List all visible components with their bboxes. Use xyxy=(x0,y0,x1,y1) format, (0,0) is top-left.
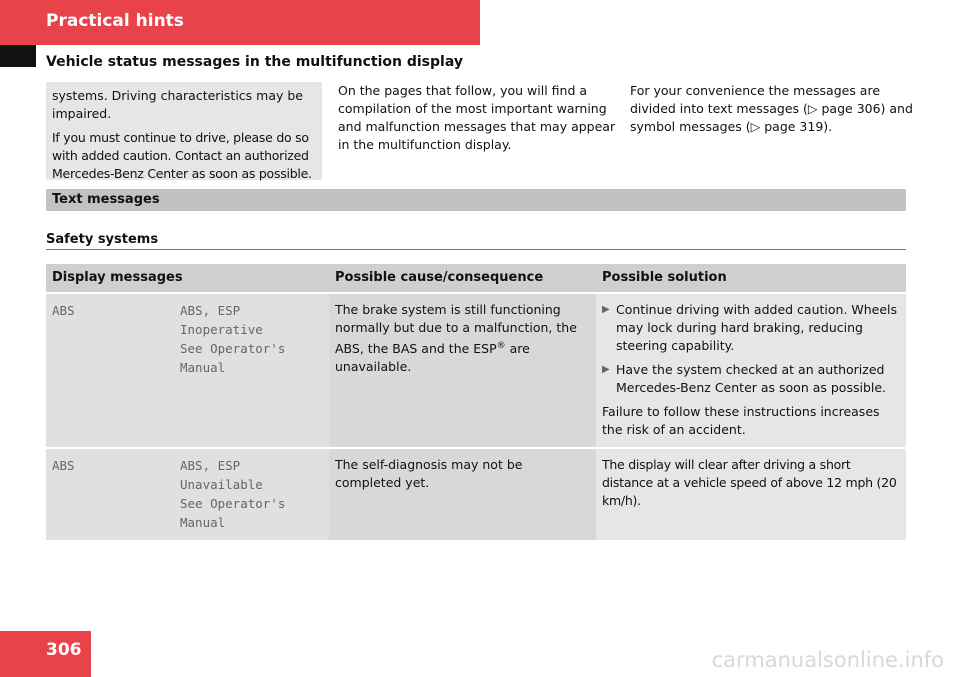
solution-bullet xyxy=(602,361,900,397)
header-display-messages: Display messages xyxy=(46,264,329,294)
message-code: ABS xyxy=(46,449,174,542)
page-subtitle: Vehicle status messages in the multifunction display xyxy=(46,54,463,70)
cause-text-end: are unavailable. xyxy=(335,341,530,375)
cause-cell: The self-diagnosis may not be completed yet. xyxy=(329,449,596,542)
section-bar-text-messages: Text messages xyxy=(46,189,906,211)
message-line: Unavailable xyxy=(180,477,263,492)
table-row xyxy=(46,294,906,449)
solution-note: Failure to follow these instructions increases the risk of an accident. xyxy=(602,404,880,437)
cause-text: The brake system is still functioning normally but due to a malfunction, the ABS, the BAS and the ESP xyxy=(335,302,577,357)
black-tab-marker xyxy=(0,45,36,67)
warning-line-1: systems. Driving characteristics may be impaired. xyxy=(52,88,303,121)
message-line: Manual xyxy=(180,515,226,530)
solution-cell xyxy=(596,294,906,449)
subsection-heading: Safety systems xyxy=(46,232,159,247)
header-possible-solution: Possible solution xyxy=(596,264,906,294)
solution-bullet xyxy=(602,301,900,355)
message-line: Inoperative xyxy=(180,322,263,337)
header-possible-cause: Possible cause/consequence xyxy=(329,264,596,294)
warning-box xyxy=(46,82,322,180)
triangle-bullet-icon: ▶ xyxy=(602,364,610,375)
message-line: See Operator's xyxy=(180,496,286,511)
messages-table xyxy=(46,264,906,542)
table-header-row xyxy=(46,264,906,294)
solution-bullet-text: Continue driving with added caution. Wheels may lock during hard braking, reducing steering capability. xyxy=(616,302,898,353)
solution-cell: The display will clear after driving a short distance at a vehicle speed of above 12 mph (20 km/h). xyxy=(596,449,906,542)
message-code: ABS xyxy=(46,294,174,449)
message-line: ABS, ESP xyxy=(180,303,241,318)
watermark-text: carmanualsonline.info xyxy=(711,648,944,672)
solution-bullet-text: Have the system checked at an authorized Mercedes-Benz Center as soon as possible. xyxy=(616,362,887,395)
message-line: Manual xyxy=(180,360,226,375)
intro-column-3: For your convenience the messages are divided into text messages (▷ page 306) and symbol messages (▷ page 319). xyxy=(630,83,913,134)
table-row xyxy=(46,449,906,542)
warning-line-2: If you must continue to drive, please do so with added caution. Contact an authorized Mercedes-Benz Center as soon as possible. xyxy=(52,130,312,181)
section-title: Practical hints xyxy=(46,11,184,31)
message-text xyxy=(174,294,329,449)
message-line: See Operator's xyxy=(180,341,286,356)
message-text xyxy=(174,449,329,542)
message-line: ABS, ESP xyxy=(180,458,241,473)
page-number: 306 xyxy=(46,640,82,660)
cause-cell xyxy=(329,294,596,449)
triangle-bullet-icon: ▶ xyxy=(602,304,610,315)
intro-column-2: On the pages that follow, you will find a compilation of the most important warning and malfunction messages that may appear in the multifunction display. xyxy=(338,83,616,152)
registered-mark: ® xyxy=(496,341,506,351)
subsection-rule xyxy=(46,249,906,250)
